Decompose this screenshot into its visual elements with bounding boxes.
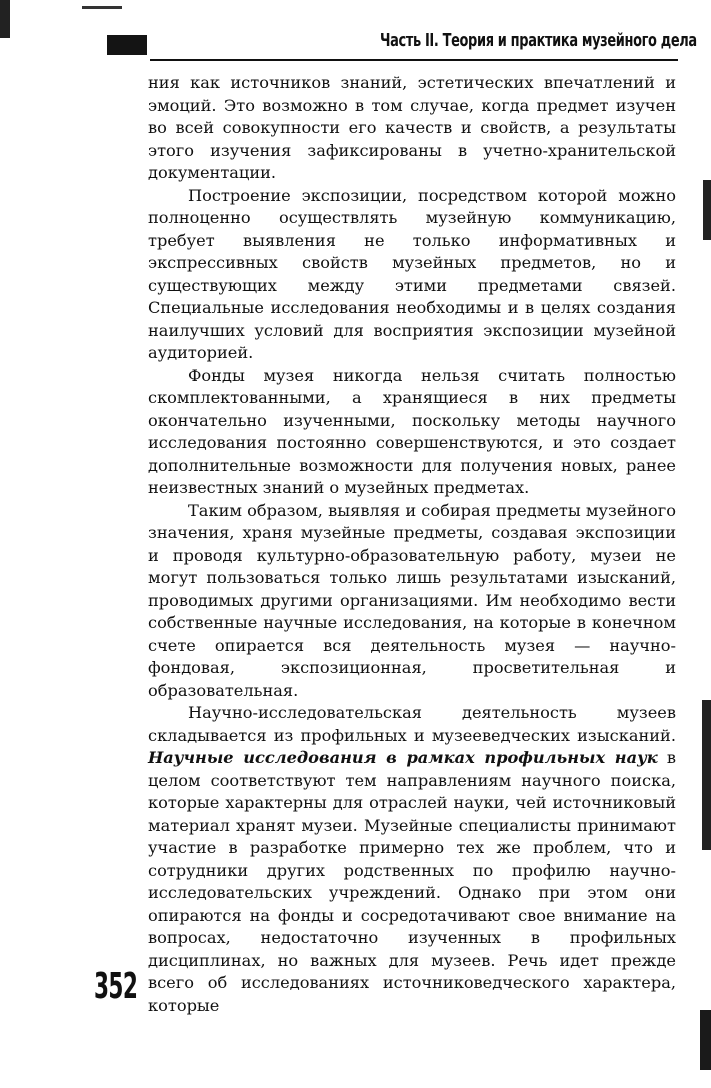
scan-edge-mark [700,1010,711,1070]
paragraph-4: Таким образом, выявляя и собирая предметы музейного значения, храня музейные предметы, создавая экспозиции и проводя культурно-образовательную работу, музеи не могут пользоваться только лишь результатами изысканий, проводимых другими организациями. Им необходимо вести собственные научные исследования, на которые в конечном счете опирается вся деятельность музея — научно-фондовая, экспозиционная, просветительная и образовательная. [148,500,676,700]
header-rule [150,59,678,61]
paragraph-2: Построение экспозиции, посредством которой можно полноценно осуществлять музейную коммуникацию, требует выявления не только информативных и экспрессивных свойств музейных предметов, но и существующих между этими предметами связей. Специальные исследования необходимы и в целях создания наилучших условий для восприятия экспозиции музейной аудиторией. [148,185,676,362]
scan-edge-mark [703,180,711,240]
paragraph-3: Фонды музея никогда нельзя считать полностью скомплектованными, а хранящиеся в них предметы окончательно изученными, поскольку методы научного исследования постоянно совершенствуются, и это создает дополнительные возможности для получения новых, ранее неизвестных знаний о музейных предметах. [148,365,676,497]
scan-edge-mark [82,6,122,9]
main-text [148,72,676,1017]
header-block [107,35,147,55]
emphasized-term: Научные исследования в рамках профильных наук [148,748,658,767]
paragraph-1: ния как источников знаний, эстетических впечатлений и эмоций. Это возможно в том случае, когда предмет изучен во всей совокупности его качеств и свойств, а результаты этого изучения зафиксированы в учетно-хранительской документации. [148,73,676,182]
paragraph-5-start: Научно-исследовательская деятельность музеев складывается из профильных и музееведческих изысканий. [148,703,676,745]
paragraph-5 [148,702,676,1017]
paragraph-5-rest: в целом соответствуют тем направлениям научного поиска, которые характерны для отраслей науки, чей источниковый материал хранят музеи. Музейные специалисты принимают участие в разработке примерно тех же проблем, что и сотрудники других родственных по профилю научно-исследовательских учреждений. Однако при этом они опираются на фонды и сосредотачивают свое внимание на вопросах, недостаточно изученных в профильных дисциплинах, но важных для музеев. Речь идет прежде всего об исследованиях источниковедческого характера, которые [148,748,677,1015]
page-number: 352 [94,966,138,1007]
scan-edge-mark [0,0,10,38]
scan-edge-mark [702,700,711,850]
running-title: Часть II. Теория и практика музейного дела [380,30,697,51]
